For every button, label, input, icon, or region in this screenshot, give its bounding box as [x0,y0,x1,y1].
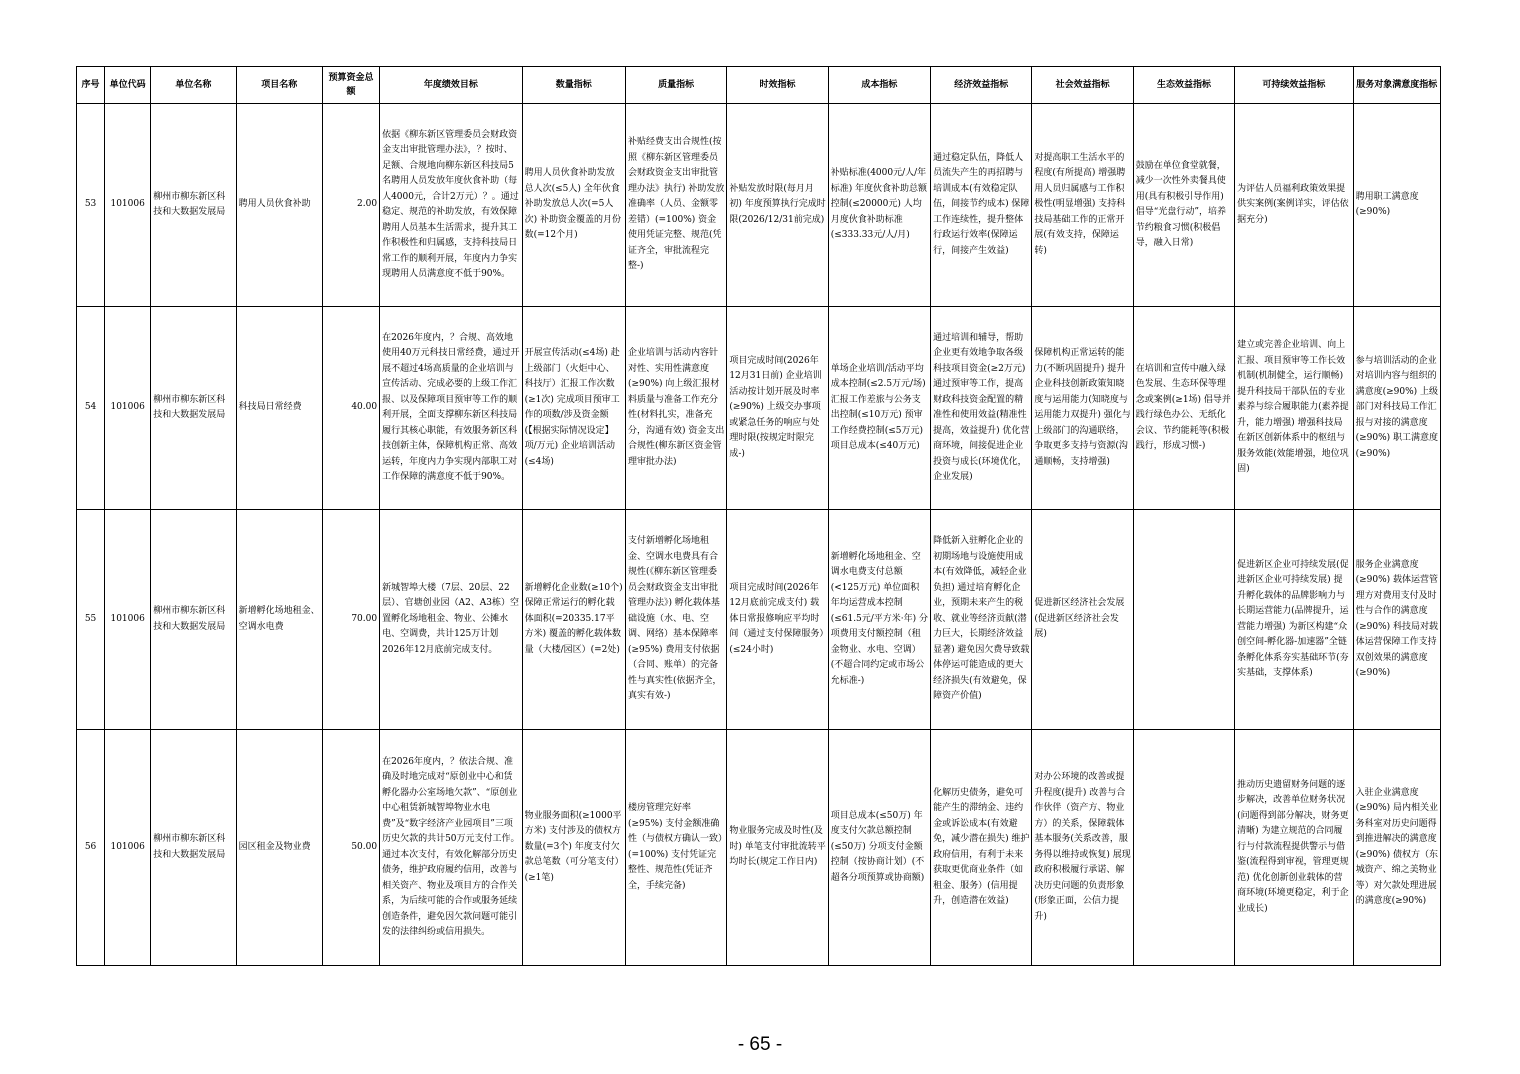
header-satisfaction-indicator: 服务对象满意度指标 [1353,67,1440,104]
cell-cost: 新增孵化场地租金、空调水电费支付总额(<125万元) 单位面积年均运营成本控制(≤61.5元/平方米·年) 分项费用支付额控制（租金物业、水电、空调）(不超合同约定或市场公允标准-) [828,510,930,730]
cell-quantity: 开展宣传活动(≤4场) 赴上级部门（火炬中心、科技厅）汇报工作次数(≥1次) 完成项目预审工作的项数/涉及资金额(【根据实际情况设定】项/万元) 企业培训活动(≤4场) [522,307,625,510]
cell-quantity: 物业服务面积(≥1000平方米) 支付涉及的债权方数量(=3个) 年度支付欠款总笔数（可分笔支付）(≥1笔) [522,730,625,966]
cell-unit-name: 柳州市柳东新区科技和大数据发展局 [151,104,236,307]
cell-economic: 降低新入驻孵化企业的初期场地与设施使用成本(有效降低，减轻企业负担) 通过培育孵化企业，预期未来产生的税收、就业等经济贡献(潜力巨大，长期经济效益显著) 避免因欠费导致载体停运可能造成的更大经济损失(有效避免，保障资产价值) [931,510,1032,730]
table-row [77,104,1441,307]
cell-ecological [1133,730,1234,966]
cell-social: 促进新区经济社会发展(促进新区经济社会发展) [1032,510,1133,730]
cell-seq: 55 [77,510,105,730]
header-timeliness-indicator: 时效指标 [727,67,828,104]
cell-timeliness: 补贴发放时限(每月月初) 年度预算执行完成时限(2026/12/31前完成) [727,104,828,307]
cell-cost: 补贴标准(4000元/人/年标准) 年度伙食补助总额控制(≤20000元) 人均月度伙食补助标准(≤333.33元/人/月) [828,104,930,307]
cell-quality: 楼房管理完好率(≥95%) 支付金额准确性（与债权方确认一致）(=100%) 支付凭证完整性、规范性(凭证齐全，手续完备) [625,730,726,966]
cell-timeliness: 物业服务完成及时性(及时) 单笔支付审批流转平均时长(规定工作日内) [727,730,828,966]
header-annual-goal: 年度绩效目标 [380,67,523,104]
cell-unit-code: 101006 [105,730,151,966]
header-economic-indicator: 经济效益指标 [931,67,1032,104]
page-number: - 65 - [737,1034,783,1055]
cell-project-name: 园区租金及物业费 [236,730,322,966]
cell-project-name: 新增孵化场地租金、空调水电费 [236,510,322,730]
cell-sustainable: 促进新区企业可持续发展(促进新区企业可持续发展) 提升孵化载体的品牌影响力与长期运营能力(品牌提升，运营能力增强) 为新区构建“众创空间-孵化器-加速器”全链条孵化体系夯实基础环节(夯实基础，支撑体系) [1235,510,1353,730]
cell-economic: 通过稳定队伍，降低人员流失产生的再招聘与培训成本(有效稳定队伍，间接节约成本) 保障工作连续性，提升整体行政运行效率(保障运行，间接产生效益) [931,104,1032,307]
cell-satisfaction: 参与培训活动的企业对培训内容与组织的满意度(≥90%) 上级部门对科技局工作汇报与对接的满意度(≥90%) 职工满意度(≥90%) [1353,307,1440,510]
header-cost-indicator: 成本指标 [828,67,930,104]
header-quantity-indicator: 数量指标 [522,67,625,104]
cell-project-name: 科技局日常经费 [236,307,322,510]
cell-project-name: 聘用人员伙食补助 [236,104,322,307]
cell-ecological: 鼓励在单位食堂就餐，减少一次性外卖餐具使用(具有积极引导作用) 倡导“光盘行动”，培养节约粮食习惯(积极倡导，融入日常) [1133,104,1234,307]
cell-unit-code: 101006 [105,510,151,730]
cell-cost: 单场企业培训/活动平均成本控制(≤2.5万元/场) 汇报工作差旅与公务支出控制(≤10万元) 预审工作经费控制(≤5万元) 项目总成本(≤40万元) [828,307,930,510]
cell-economic: 化解历史债务，避免可能产生的滞纳金、违约金或诉讼成本(有效避免，减少潜在损失) 维护政府信用，有利于未来获取更优商业条件（如租金、服务）(信用提升，创造潜在效益) [931,730,1032,966]
cell-quality: 补贴经费支出合规性(按照《柳东新区管理委员会财政资金支出审批管理办法》执行) 补助发放准确率（人员、金额零差错）(=100%) 资金使用凭证完整、规范(凭证齐全，审批流程完整-) [625,104,726,307]
table-header-row [77,67,1441,104]
cell-timeliness: 项目完成时间(2026年12月底前完成支付) 载体日常报修响应平均时间（通过支付保障服务）(≤24小时) [727,510,828,730]
cell-budget: 2.00 [322,104,379,307]
cell-annual-goal: 新城智埠大楼（7层、20层、22层）、官塘创业园（A2、A3栋）空置孵化场地租金、物业、公摊水电、空调费，共计125万计划2026年12月底前完成支付。 [380,510,523,730]
cell-social: 对办公环境的改善或提升程度(提升) 改善与合作伙伴（资产方、物业方）的关系，保障载体基本服务(关系改善，服务得以维持或恢复) 展现政府积极履行承诺、解决历史问题的负责形象(形象正面，公信力提升) [1032,730,1133,966]
header-quality-indicator: 质量指标 [625,67,726,104]
cell-seq: 54 [77,307,105,510]
cell-budget: 70.00 [322,510,379,730]
cell-satisfaction: 聘用职工满意度(≥90%) [1353,104,1440,307]
cell-unit-name: 柳州市柳东新区科技和大数据发展局 [151,307,236,510]
cell-ecological: 在培训和宣传中融入绿色发展、生态环保等理念或案例(≥1场) 倡导并践行绿色办公、无纸化会议、节约能耗等(积极践行，形成习惯-) [1133,307,1234,510]
header-unit-name: 单位名称 [151,67,236,104]
cell-sustainable: 为评估人员福利政策效果提供实案例(案例详实，评估依据充分) [1235,104,1353,307]
cell-annual-goal: 在2026年度内，？合规、高效地使用40万元科技日常经费，通过开展不超过4场高质量的企业培训与宣传活动、完成必要的上级工作汇报、以及保障项目预审等工作的顺利开展，全面支撑柳东新区科技局履行其核心职能，有效服务新区科技创新主体，保障机构正常、高效运转，年度内力争实现内部职工对工作保障的满意度不低于90%。 [380,307,523,510]
cell-sustainable: 推动历史遗留财务问题的逐步解决，改善单位财务状况(问题得到部分解决，财务更清晰) 为建立规范的合同履行与付款流程提供警示与借鉴(流程得到审视，管理更规范) 优化创新创业载体的营商环境(环境更稳定，利于企业成长) [1235,730,1353,966]
cell-satisfaction: 服务企业满意度(≥90%) 载体运营管理方对费用支付及时性与合作的满意度(≥90%) 科技局对载体运营保障工作支持双创效果的满意度(≥90%) [1353,510,1440,730]
cell-seq: 56 [77,730,105,966]
cell-seq: 53 [77,104,105,307]
header-seq: 序号 [77,67,105,104]
cell-quantity: 新增孵化企业数(≥10个) 保障正常运行的孵化载体面积(=20335.17平方米) 覆盖的孵化载体数量（大楼/园区）(=2处) [522,510,625,730]
cell-social: 对提高职工生活水平的程度(有所提高) 增强聘用人员归属感与工作积极性(明显增强) 支持科技局基础工作的正常开展(有效支持，保障运转) [1032,104,1133,307]
header-social-indicator: 社会效益指标 [1032,67,1133,104]
cell-economic: 通过培训和辅导，帮助企业更有效地争取各级科技项目资金(≥2万元) 通过预审等工作，提高财政科技资金配置的精准性和使用效益(精准性提高，效益提升) 优化营商环境，间接促进企业投资与成长(环境优化，企业发展) [931,307,1032,510]
table-row [77,510,1441,730]
table-row [77,730,1441,966]
cell-annual-goal: 依据《柳东新区管理委员会财政资金支出审批管理办法》，？按时、足额、合规地向柳东新区科技局5名聘用人员发放年度伙食补助（每人4000元，合计2万元）？。通过稳定、规范的补助发放，有效保障聘用人员基本生活需求，提升其工作积极性和归属感，支持科技局日常工作的顺利开展，年度内力争实现聘用人员满意度不低于90%。 [380,104,523,307]
cell-quantity: 聘用人员伙食补助发放总人次(≤5人) 全年伙食补助发放总人次(=5人次) 补助资金覆盖的月份数(=12个月) [522,104,625,307]
cell-satisfaction: 入驻企业满意度(≥90%) 局内相关业务科室对历史问题得到推进解决的满意度(≥90%) 债权方（东城资产、绵之美物业等）对欠款处理进展的满意度(≥90%) [1353,730,1440,966]
cell-budget: 40.00 [322,307,379,510]
performance-table [76,66,1441,966]
cell-unit-code: 101006 [105,104,151,307]
cell-timeliness: 项目完成时间(2026年12月31日前) 企业培训活动按计划开展及时率(≥90%) 上级交办事项或紧急任务的响应与处理时限(按规定时限完成-) [727,307,828,510]
cell-quality: 企业培训与活动内容针对性、实用性满意度(≥90%) 向上级汇报材料质量与准备工作充分性(材料扎实，准备充分，沟通有效) 资金支出合规性(柳东新区资金管理审批办法) [625,307,726,510]
cell-annual-goal: 在2026年度内，？依法合规、准确及时地完成对“原创业中心和赁孵化器办公室场地欠款”、“原创业中心租赁新城智埠物业水电费”及“数字经济产业园项目”三项历史欠款的共计50万元支付工作。通过本次支付，有效化解部分历史债务，维护政府履约信用，改善与相关资产、物业及项目方的合作关系，为后续可能的合作或服务延续创造条件，避免因欠款问题可能引发的法律纠纷或信用损失。 [380,730,523,966]
cell-quality: 支付新增孵化场地租金、空调水电费具有合规性(《柳东新区管理委员会财政资金支出审批管理办法》) 孵化载体基础设施（水、电、空调、网络）基本保障率(≥95%) 费用支付依据（合同、账单）的完备性与真实性(依据齐全，真实有效-) [625,510,726,730]
cell-sustainable: 建立或完善企业培训、向上汇报、项目预审等工作长效机制(机制健全，运行顺畅) 提升科技局干部队伍的专业素养与综合履职能力(素养提升，能力增强) 增强科技局在新区创新体系中的枢纽与服务效能(效能增强，地位巩固) [1235,307,1353,510]
cell-unit-name: 柳州市柳东新区科技和大数据发展局 [151,510,236,730]
cell-cost: 项目总成本(≤50万) 年度支付欠款总额控制(≤50万) 分项支付金额控制（按协商计划）(不超各分项预算或协商额) [828,730,930,966]
cell-budget: 50.00 [322,730,379,966]
cell-social: 保障机构正常运转的能力(不断巩固提升) 提升企业科技创新政策知晓度与运用能力(知晓度与运用能力双提升) 强化与上级部门的沟通联络，争取更多支持与资源(沟通顺畅，支持增强) [1032,307,1133,510]
header-unit-code: 单位代码 [105,67,151,104]
table-row [77,307,1441,510]
header-project-name: 项目名称 [236,67,322,104]
header-budget: 预算资金总额 [322,67,379,104]
header-sustainable-indicator: 可持续效益指标 [1235,67,1353,104]
header-ecological-indicator: 生态效益指标 [1133,67,1234,104]
cell-unit-code: 101006 [105,307,151,510]
cell-unit-name: 柳州市柳东新区科技和大数据发展局 [151,730,236,966]
cell-ecological [1133,510,1234,730]
